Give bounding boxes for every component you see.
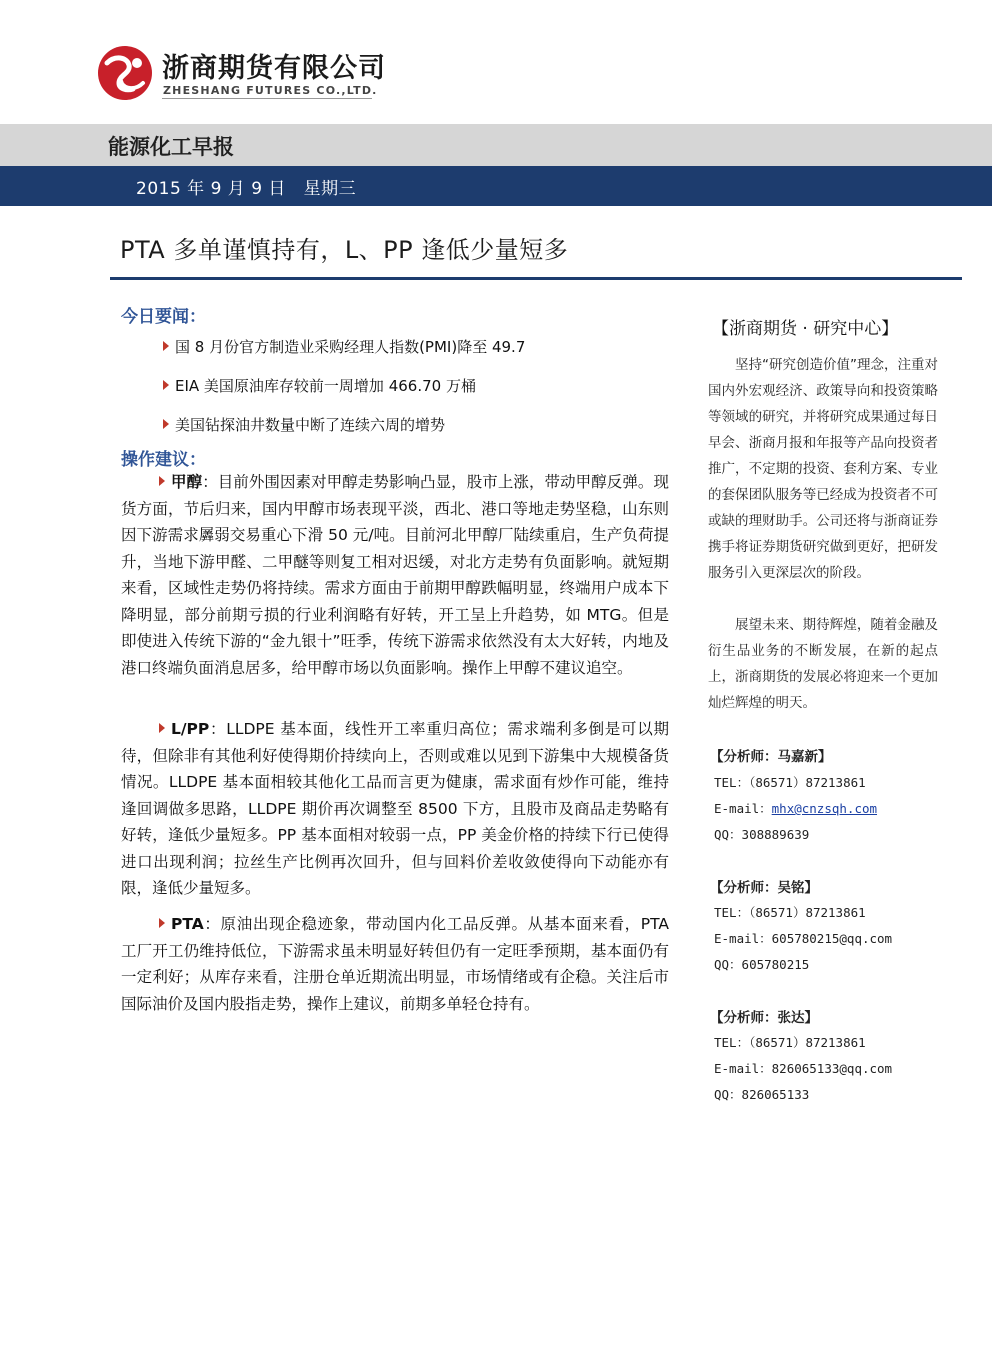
report-date: 2015 年 9 月 9 日 星期三 [136, 179, 357, 199]
email-label: E-mail： [714, 801, 772, 816]
company-logo [97, 45, 153, 101]
news-item-text: 美国钻探油井数量中断了连续六周的增势 [175, 416, 446, 434]
report-type: 能源化工早报 [108, 135, 234, 159]
advice-lead: L/PP [171, 720, 210, 738]
company-name-cn: 浙商期货有限公司 [162, 53, 386, 84]
advice-paragraph-pta [121, 911, 669, 1017]
analyst-email [714, 929, 892, 947]
company-name-en: ZHESHANG FUTURES CO.,LTD. [163, 84, 378, 97]
header-divider [162, 98, 372, 99]
news-section-title: 今日要闻： [121, 307, 206, 327]
analyst-qq: QQ：605780215 [714, 957, 810, 972]
news-item [163, 336, 525, 357]
analyst-email-value[interactable]: 605780215@qq.com [771, 931, 893, 946]
advice-section-title: 操作建议： [121, 450, 206, 470]
advice-text: ：目前外围因素对甲醇走势影响凸显，股市上涨，带动甲醇反弹。现货方面，节后归来，国内甲醇市场表现平淡，西北、港口等地走势坚稳，山东则因下游需求羼弱交易重心下滑 50 元/吨。目前河北甲醇厂陆续重启，生产负荷提升，当地下游甲醛、二甲醚等则复工相对迟缓，对北方走势有负面影响。就短期来看，区域性走势仍将持续。需求方面由于前期甲醇跌幅明显，终端用户成本下降明显，部分前期亏损的行业利润略有好转，开工呈上升趋势，如 MTG。但是即使进入传统下游的“金九银十”旺季，传统下游需求依然没有太大好转，内地及港口终端负面消息居多，给甲醇市场以负面影响。操作上甲醇不建议追空。 [121, 473, 669, 677]
headline: PTA 多单谨慎持有，L、PP 逢低少量短多 [120, 236, 569, 264]
email-label: E-mail： [714, 931, 772, 946]
research-center-outlook: 展望未来、期待辉煌，随着金融及衍生品业务的不断发展，在新的起点上，浙商期货的发展必将迎来一个更加灿烂辉煌的明天。 [708, 617, 938, 711]
advice-text: ：原油出现企稳迹象，带动国内化工品反弹。从基本面来看，PTA 工厂开工仍维持低位，下游需求虽未明显好转但仍有一定旺季预期，基本面仍有一定利好；从库存来看，注册仓单近期流出明显，市场情绪或有企稳。关注后市国际油价及国内股指走势，操作上建议，前期多单轻仓持有。 [121, 915, 669, 1013]
news-item [163, 414, 445, 435]
analyst-qq: QQ：826065133 [714, 1087, 810, 1102]
news-item-text: EIA 美国原油库存较前一周增加 466.70 万桶 [175, 377, 476, 395]
analyst-email [714, 799, 877, 817]
bullet-arrow-icon [163, 419, 169, 429]
news-item [163, 375, 476, 396]
advice-paragraph-methanol [121, 469, 669, 681]
bullet-arrow-icon [163, 341, 169, 351]
analyst-email-value[interactable]: 826065133@qq.com [771, 1061, 893, 1076]
research-center-intro: 坚持“研究创造价值”理念，注重对国内外宏观经济、政策导向和投资策略等领域的研究，并将研究成果通过每日早会、浙商月报和年报等产品向投资者推广，不定期的投资、套利方案、专业的套保团队服务等已经成为投资者不可或缺的理财助手。公司还将与浙商证券携手将证券期货研究做到更好，把研发服务引入更深层次的阶段。 [708, 357, 938, 581]
advice-lead: 甲醇 [171, 473, 203, 491]
advice-lead: PTA [171, 915, 204, 933]
headline-divider [110, 277, 962, 280]
bullet-arrow-icon [159, 476, 165, 486]
analyst-email [714, 1059, 892, 1077]
analyst-tel: TEL：（86571）87213861 [714, 1035, 866, 1050]
analyst-qq: QQ：308889639 [714, 827, 810, 842]
analyst-label: 【分析师：马嘉新】 [710, 749, 832, 765]
news-item-text: 国 8 月份官方制造业采购经理人指数(PMI)降至 49.7 [175, 338, 526, 356]
analyst-label: 【分析师：吴铭】 [710, 880, 818, 896]
research-center-title: 【浙商期货 · 研究中心】 [712, 319, 899, 339]
bullet-arrow-icon [163, 380, 169, 390]
analyst-tel: TEL：（86571）87213861 [714, 775, 866, 790]
advice-text: ：LLDPE 基本面，线性开工率重归高位；需求端利多倒是可以期待，但除非有其他利好使得期价持续向上，否则或难以见到下游集中大规模备货情况。LLDPE 基本面相较其他化工品而言更为健康，需求面有炒作可能，维持逢回调做多思路，LLDPE 期价再次调整至 8500 下方，且股市及商品走势略有好转，逢低少量短多。PP 基本面相对较弱一点，PP 美金价格的持续下行已使得进口出现利润；拉丝生产比例再次回升，但与回料价差收敛使得向下动能亦有限，逢低少量短多。 [121, 720, 669, 897]
analyst-tel: TEL：（86571）87213861 [714, 905, 866, 920]
analyst-email-link[interactable]: mhx@cnzsqh.com [771, 801, 878, 816]
bullet-arrow-icon [159, 918, 165, 928]
email-label: E-mail： [714, 1061, 772, 1076]
advice-paragraph-lpp [121, 716, 669, 902]
bullet-arrow-icon [159, 723, 165, 733]
analyst-label: 【分析师：张达】 [710, 1010, 818, 1026]
